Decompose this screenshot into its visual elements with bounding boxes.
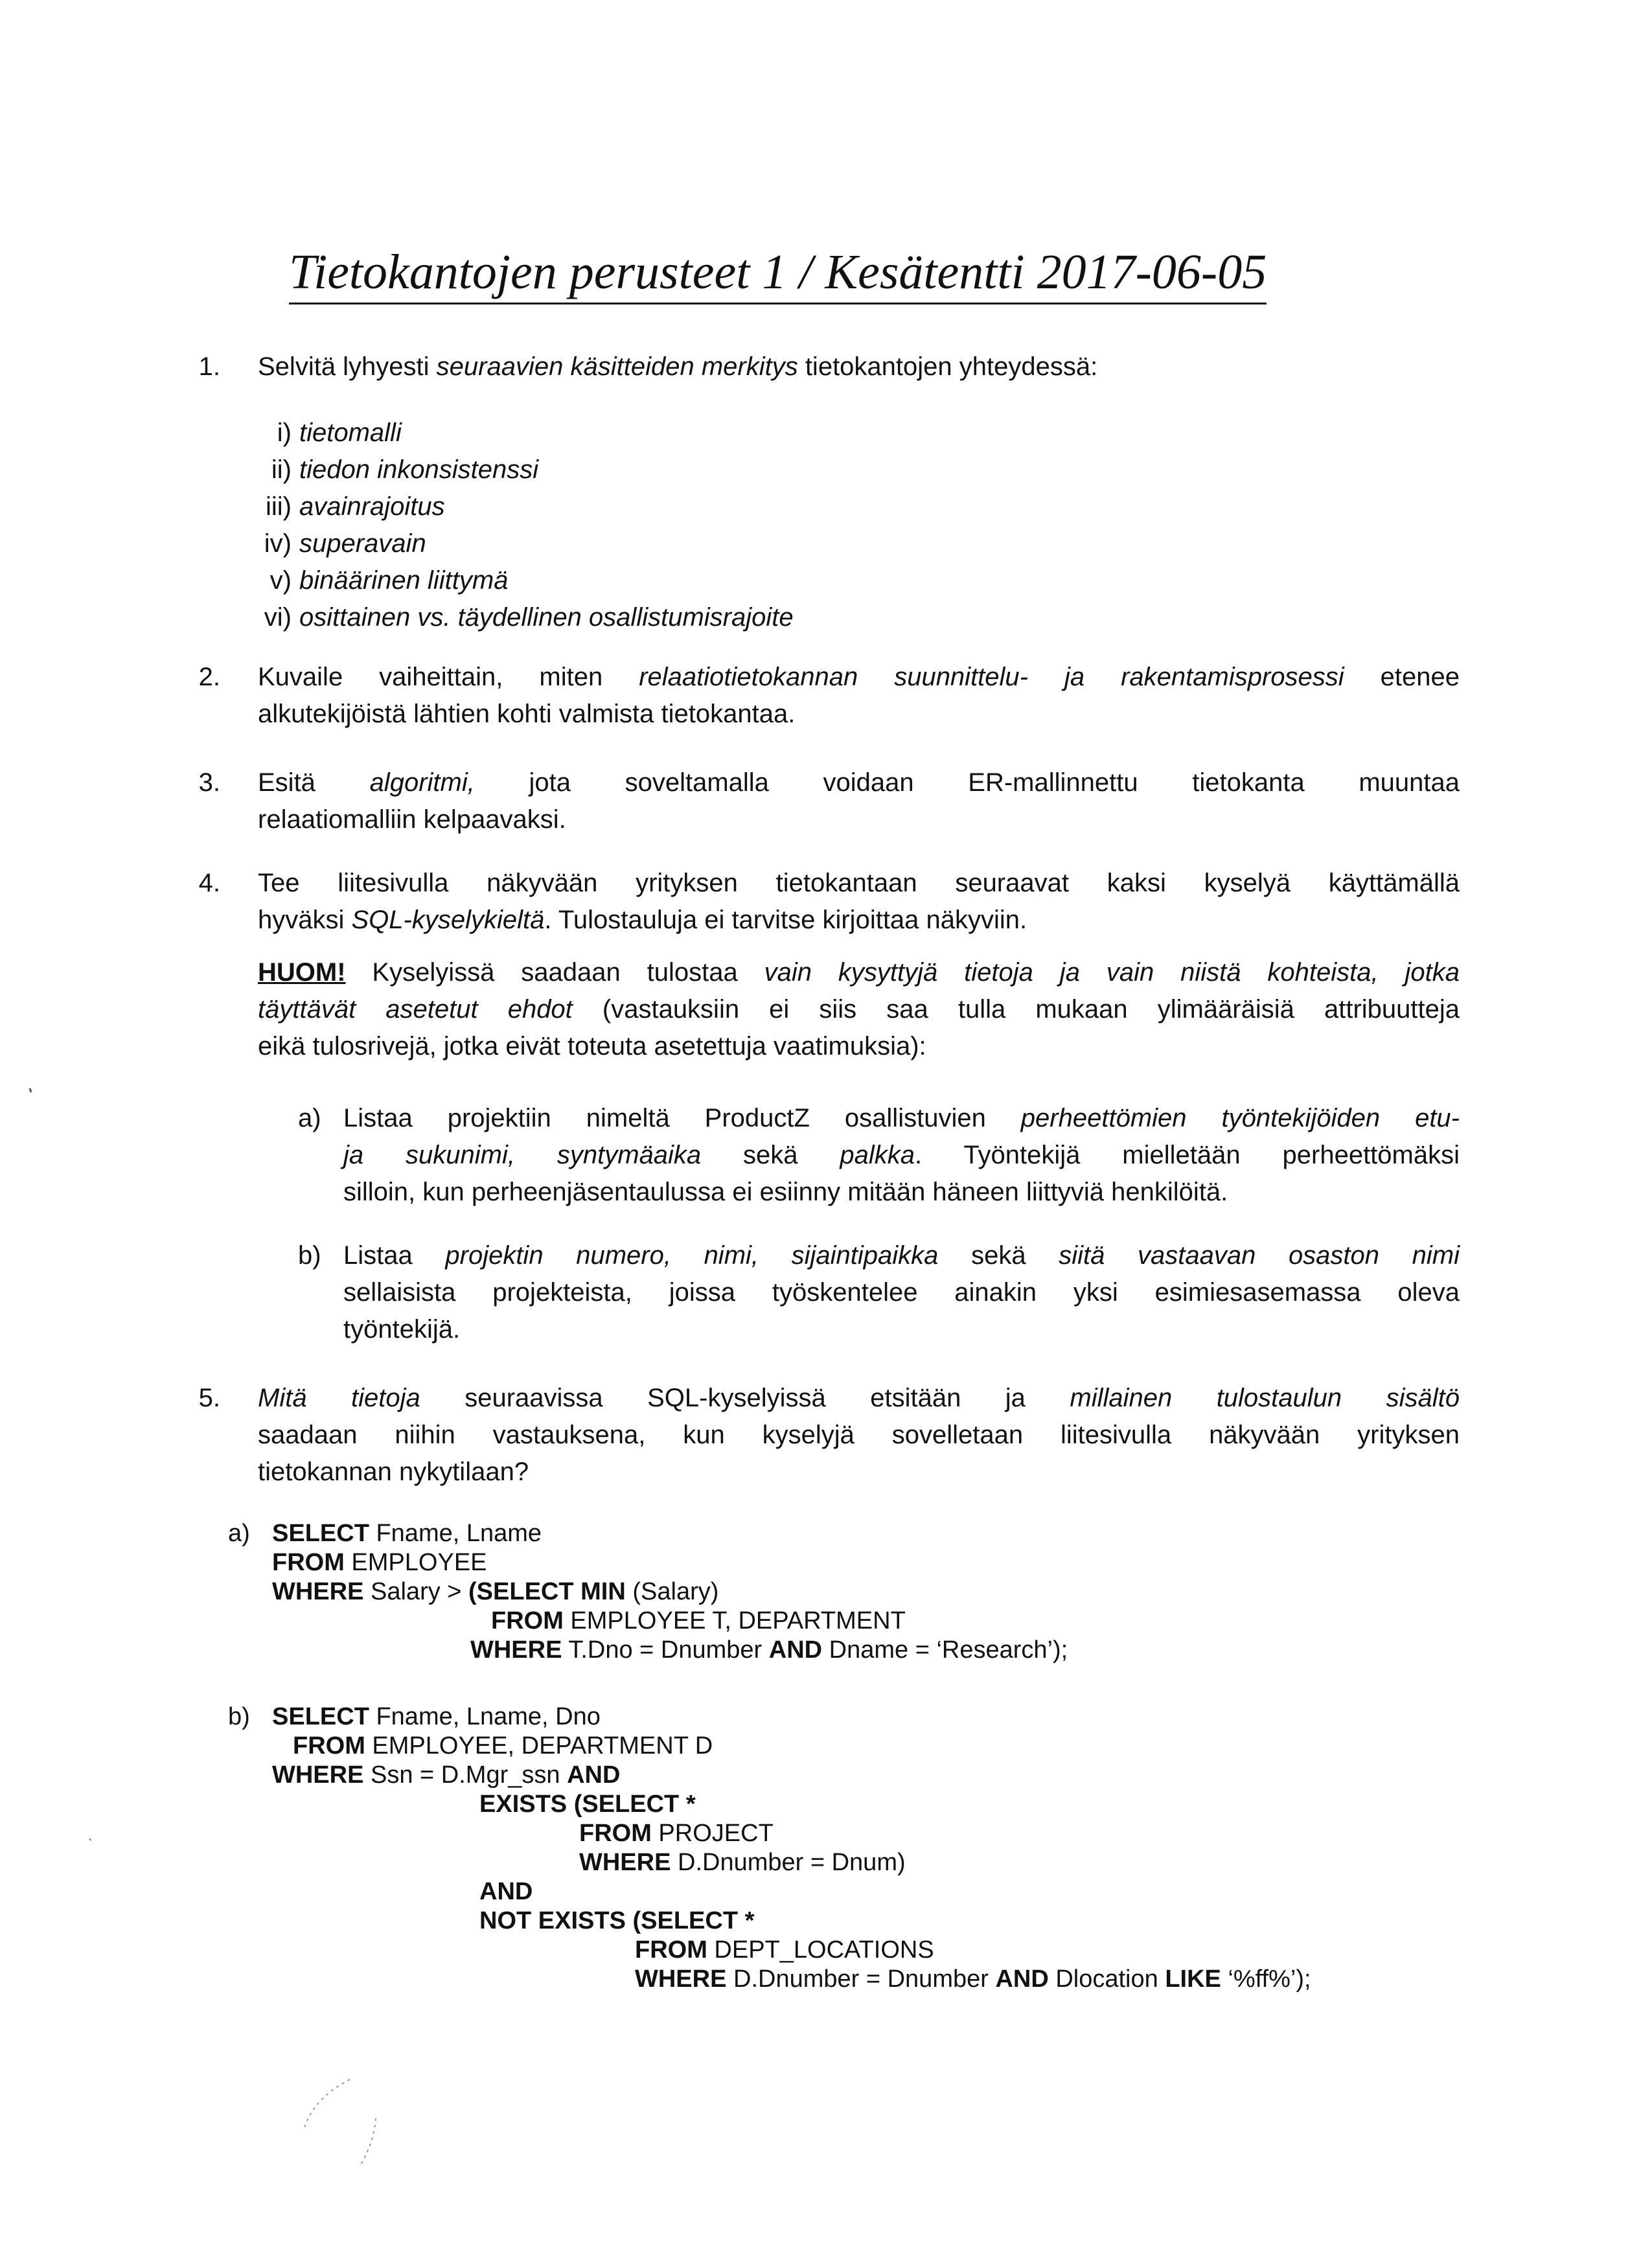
sql-line: FROM PROJECT xyxy=(579,1820,774,1847)
q4a-label: a) xyxy=(298,1104,321,1132)
q1-item: ii) tiedon inkonsistenssi xyxy=(271,455,539,484)
sql-line: EXISTS (SELECT * xyxy=(479,1791,696,1818)
sql-line: AND xyxy=(479,1878,533,1905)
sql-line: WHERE D.Dnumber = Dnumber AND Dlocation LIKE ‘%ff%’); xyxy=(635,1965,1311,1993)
sql-line: WHERE T.Dno = Dnumber AND Dname = ‘Research’); xyxy=(470,1636,1068,1664)
q4-line-2: hyväksi SQL-kyselykieltä. Tulostauluja ei tarvitse kirjoittaa näkyviin. xyxy=(258,906,1027,934)
q4b-line-2: sellaisista projekteista, joissa työskentelee ainakin yksi esimiesasemassa oleva xyxy=(343,1278,1460,1307)
q1-text: Selvitä lyhyesti seuraavien käsitteiden merkitys tietokantojen yhteydessä: xyxy=(258,352,1098,381)
sql-line: NOT EXISTS (SELECT * xyxy=(479,1907,755,1934)
sql-line: FROM EMPLOYEE T, DEPARTMENT xyxy=(491,1607,906,1634)
q1-item: iv) superavain xyxy=(264,529,426,558)
q2-line-1: Kuvaile vaiheittain, miten relaatiotietokannan suunnittelu- ja rakentamisprosessi etenee xyxy=(258,663,1460,691)
q4b-line-1: Listaa projektin numero, nimi, sijaintipaikka sekä siitä vastaavan osaston nimi xyxy=(343,1241,1460,1270)
q4a-line-2: ja sukunimi, syntymäaika sekä palkka. Työntekijä mielletään perheettömäksi xyxy=(343,1141,1460,1169)
q1-number: 1. xyxy=(198,352,220,381)
sql-line: WHERE Ssn = D.Mgr_ssn AND xyxy=(272,1761,621,1789)
q5a-label: a) xyxy=(228,1520,250,1547)
q5-line-1: Mitä tietoja seuraavissa SQL-kyselyissä etsitään ja millainen tulostaulun sisältö xyxy=(258,1384,1460,1412)
sql-line: WHERE Salary > (SELECT MIN (Salary) xyxy=(272,1578,719,1605)
q3-line-1: Esitä algoritmi, jota soveltamalla voidaan ER-mallinnettu tietokanta muuntaa xyxy=(258,768,1460,797)
q3-number: 3. xyxy=(198,768,220,797)
q4-note-line-3: eikä tulosrivejä, jotka eivät toteuta asetettuja vaatimuksia): xyxy=(258,1032,926,1060)
q4-note-line-1: HUOM! Kyselyissä saadaan tulostaa vain kysyttyjä tietoja ja vain niistä kohteista, jotka xyxy=(258,958,1460,987)
q5b-label: b) xyxy=(228,1703,250,1730)
q4-number: 4. xyxy=(198,869,220,897)
q2-line-2: alkutekijöistä lähtien kohti valmista tietokantaa. xyxy=(258,700,796,728)
q5-line-2: saadaan niihin vastauksena, kun kyselyjä sovelletaan liitesivulla näkyvään yrityksen xyxy=(258,1421,1460,1449)
q1-item: i) tietomalli xyxy=(277,418,402,447)
q5-line-3: tietokannan nykytilaan? xyxy=(258,1458,529,1486)
q4-line-1: Tee liitesivulla näkyvään yrityksen tietokantaan seuraavat kaksi kyselyä käyttämällä xyxy=(258,869,1460,897)
huom-label: HUOM! xyxy=(258,958,346,987)
q4a-line-3: silloin, kun perheenjäsentaulussa ei esiinny mitään häneen liittyviä henkilöitä. xyxy=(343,1178,1228,1206)
page-title: Tietokantojen perusteet 1 / Kesätentti 2017-06-05 xyxy=(289,243,1267,304)
q5-number: 5. xyxy=(198,1384,220,1412)
sql-line: FROM DEPT_LOCATIONS xyxy=(635,1936,934,1964)
q2-number: 2. xyxy=(198,663,220,691)
q4b-line-3: työntekijä. xyxy=(343,1315,461,1344)
q1-item: v) binäärinen liittymä xyxy=(270,566,509,595)
q4a-line-1: Listaa projektiin nimeltä ProductZ osallistuvien perheettömien työntekijöiden etu- xyxy=(343,1104,1460,1132)
q4-note-line-2: täyttävät asetetut ehdot (vastauksiin ei siis saa tulla mukaan ylimääräisiä attribuutteja xyxy=(258,995,1460,1024)
sql-line: SELECT Fname, Lname, Dno xyxy=(272,1703,601,1730)
q1-item: iii) avainrajoitus xyxy=(266,492,445,521)
sql-line: FROM EMPLOYEE xyxy=(272,1549,487,1576)
q4b-label: b) xyxy=(298,1241,321,1270)
sql-line: WHERE D.Dnumber = Dnum) xyxy=(579,1849,906,1876)
q3-line-2: relaatiomalliin kelpaavaksi. xyxy=(258,805,566,834)
q1-item: vi) osittainen vs. täydellinen osallistumisrajoite xyxy=(264,603,794,632)
sql-line: FROM EMPLOYEE, DEPARTMENT D xyxy=(293,1732,713,1759)
sql-line: SELECT Fname, Lname xyxy=(272,1520,542,1547)
